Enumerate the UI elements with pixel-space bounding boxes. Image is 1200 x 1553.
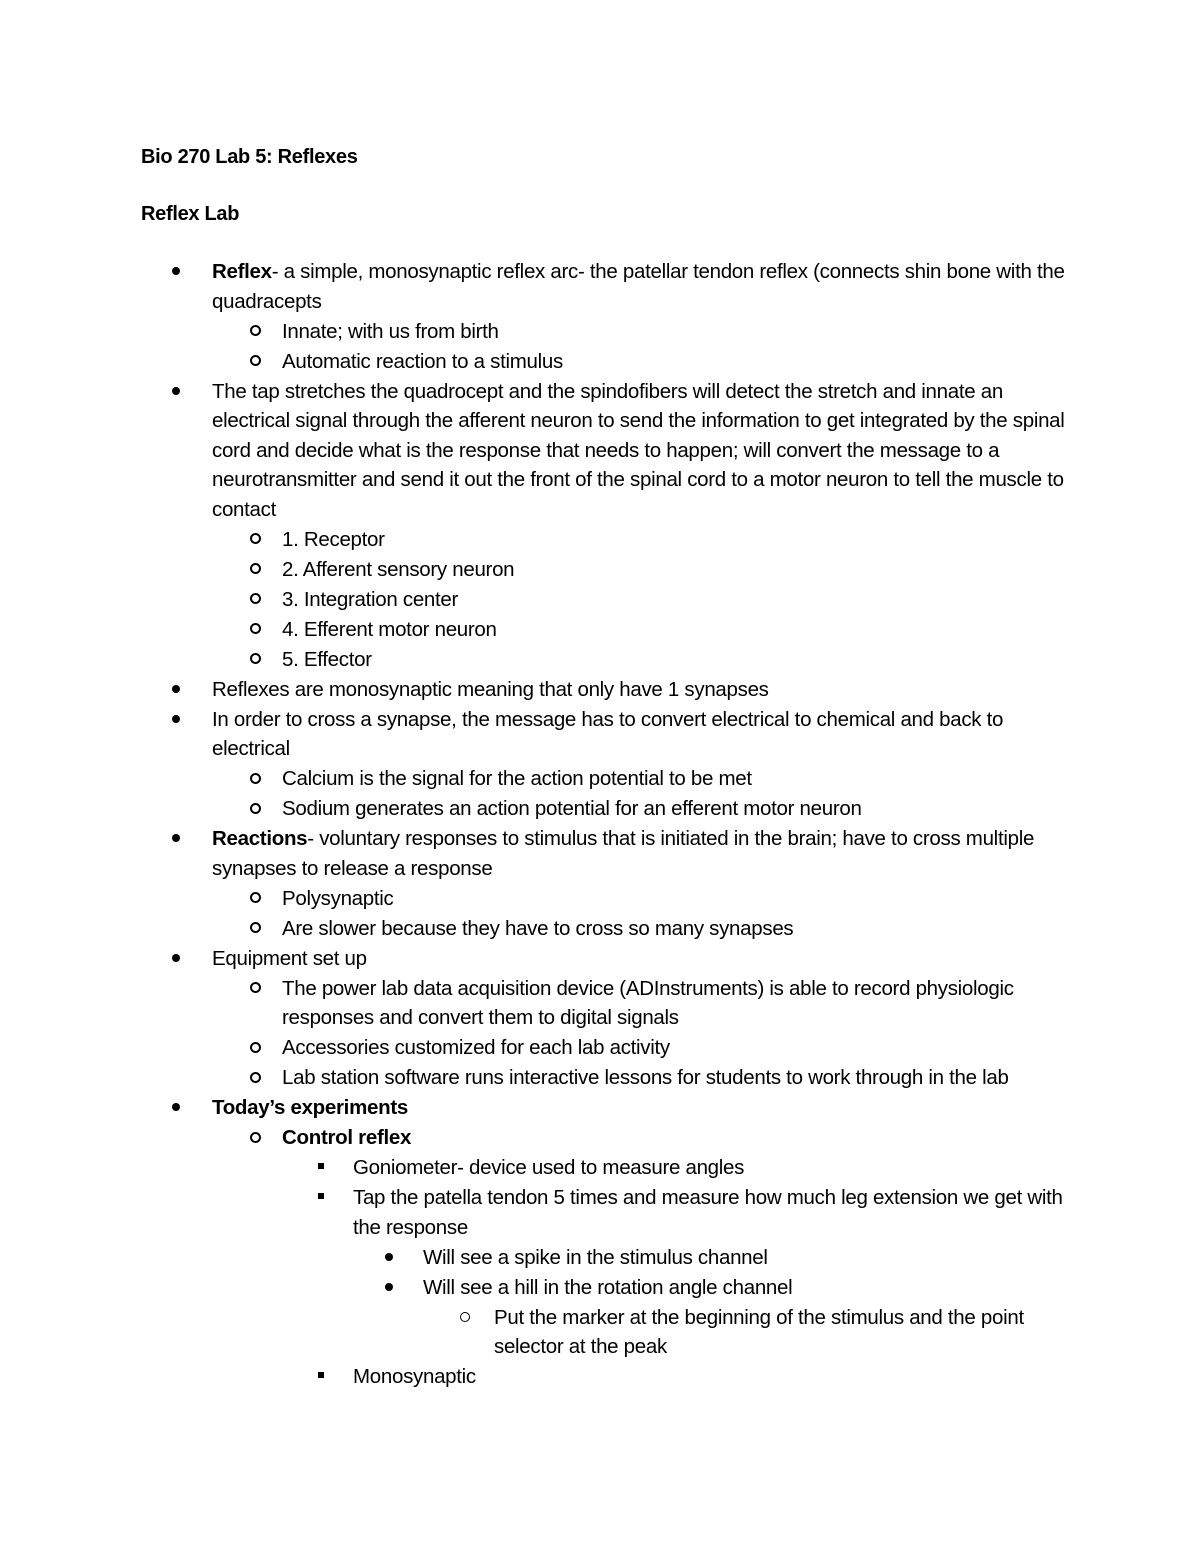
- list-item: [0, 1033, 1072, 1063]
- list-item: [0, 1183, 1073, 1242]
- list-item-text: Monosynaptic: [353, 1365, 476, 1388]
- list-item: [0, 585, 1072, 615]
- bullet-square-icon: [318, 1183, 324, 1213]
- list-item-term: Reflex: [212, 260, 272, 283]
- section-heading: Reflex Lab: [141, 203, 240, 225]
- list-item-text: The tap stretches the quadrocept and the spindofibers will detect the stretch and innate an electrical signal through the afferent neuron to send the information to get integrated by the spinal cord and decide what is the response that needs to happen; will convert the message to a neurotransmitter and send it out the front of the spinal cord to a motor neuron to tell the muscle to contact: [212, 379, 1065, 521]
- bullet-circle-icon: [250, 1033, 261, 1063]
- list-item-term: Reactions: [212, 827, 308, 850]
- list-item: [0, 1063, 1072, 1093]
- list-item-term: Today’s experiments: [212, 1096, 408, 1119]
- bullet-square-icon: [318, 1153, 324, 1183]
- bullet-dot-icon: [172, 824, 180, 854]
- bullet-circle-icon: [250, 347, 261, 377]
- list-item-term: Control reflex: [282, 1126, 412, 1149]
- list-item: [0, 1362, 1073, 1392]
- list-item-text: Sodium generates an action potential for an efferent motor neuron: [282, 797, 862, 820]
- list-item: [0, 675, 1072, 705]
- list-item-text: Calcium is the signal for the action potential to be met: [282, 767, 752, 790]
- list-item: [0, 645, 1072, 675]
- list-item: [0, 1273, 1073, 1303]
- bullet-circle-icon: [250, 555, 261, 585]
- list-item: [0, 1303, 1074, 1362]
- list-item-text: Goniometer- device used to measure angles: [353, 1156, 745, 1179]
- document-title: Bio 270 Lab 5: Reflexes: [141, 146, 358, 168]
- list-item: [0, 824, 1072, 883]
- bullet-circle-icon: [250, 1063, 261, 1093]
- list-item: [0, 1243, 1073, 1273]
- list-item: [0, 1093, 1072, 1123]
- list-item-text: Put the marker at the beginning of the stimulus and the point selector at the peak: [494, 1305, 1024, 1358]
- list-item-text: In order to cross a synapse, the message has to convert electrical to chemical and back to electrical: [212, 707, 1004, 760]
- list-item: [0, 764, 1072, 794]
- list-item: [0, 525, 1072, 555]
- bullet-circle-icon: [250, 794, 261, 824]
- list-item-text: 5. Effector: [282, 647, 372, 671]
- bullet-circle-icon: [250, 615, 261, 645]
- bullet-circle-icon: [250, 1123, 261, 1153]
- bullet-circle-icon: [250, 585, 261, 615]
- bullet-dot-icon: [385, 1273, 393, 1303]
- bullet-circle-icon: [250, 317, 261, 347]
- list-item-text: 4. Efferent motor neuron: [282, 617, 497, 641]
- list-item-text: Innate; with us from birth: [282, 319, 499, 343]
- list-item: [0, 1123, 1072, 1153]
- list-item: [0, 377, 1072, 525]
- bullet-dot-icon: [172, 257, 180, 287]
- list-item-text: Equipment set up: [212, 946, 367, 970]
- list-item: [0, 257, 1072, 316]
- list-item: [0, 944, 1072, 974]
- list-item: [0, 615, 1072, 645]
- list-item: [0, 914, 1072, 944]
- bullet-circle-icon: [250, 764, 261, 794]
- bullet-dot-icon: [172, 675, 180, 705]
- list-item-text: Automatic reaction to a stimulus: [282, 349, 563, 373]
- list-item-text: Lab station software runs interactive lessons for students to work through in the lab: [282, 1066, 1009, 1089]
- bullet-dot-icon: [172, 1093, 180, 1123]
- list-item-text: Polysynaptic: [282, 886, 394, 910]
- list-item: [0, 705, 1072, 764]
- bullet-circle-icon: [250, 974, 261, 1004]
- bullet-circle-icon: [250, 645, 261, 675]
- list-item-text: 2. Afferent sensory neuron: [282, 557, 515, 581]
- list-item-text: The power lab data acquisition device (ADInstruments) is able to record physiologic responses and convert them to digital signals: [282, 976, 1014, 1029]
- list-item-text: - a simple, monosynaptic reflex arc- the patellar tendon reflex (connects shin bone with the quadracepts: [212, 260, 1065, 313]
- list-item-text: Are slower because they have to cross so many synapses: [282, 916, 794, 940]
- bullet-circle-icon: [460, 1303, 470, 1333]
- bullet-circle-icon: [250, 914, 261, 944]
- bullet-dot-icon: [172, 377, 180, 407]
- bullet-dot-icon: [385, 1243, 393, 1273]
- list-item: [0, 794, 1072, 824]
- list-item-text: - voluntary responses to stimulus that is initiated in the brain; have to cross multiple synapses to release a response: [212, 827, 1035, 880]
- list-item-text: 3. Integration center: [282, 587, 459, 611]
- list-item-text: Accessories customized for each lab activity: [282, 1036, 670, 1059]
- list-item-text: Will see a hill in the rotation angle channel: [423, 1275, 793, 1299]
- bullet-square-icon: [318, 1362, 324, 1392]
- list-item: [0, 1153, 1073, 1183]
- bullet-dot-icon: [172, 944, 180, 974]
- list-item-text: 1. Receptor: [282, 527, 385, 551]
- list-item: [0, 347, 1072, 377]
- bullet-dot-icon: [172, 705, 180, 735]
- list-item: [0, 317, 1072, 347]
- bullet-circle-icon: [250, 525, 261, 555]
- bullet-list: [0, 257, 1200, 1392]
- list-item-text: Tap the patella tendon 5 times and measure how much leg extension we get with the response: [353, 1186, 1063, 1239]
- list-item-text: Reflexes are monosynaptic meaning that only have 1 synapses: [212, 677, 769, 701]
- list-item: [0, 884, 1072, 914]
- list-item: [0, 555, 1072, 585]
- list-item: [0, 974, 1072, 1033]
- bullet-circle-icon: [250, 884, 261, 914]
- list-item-text: Will see a spike in the stimulus channel: [423, 1245, 768, 1269]
